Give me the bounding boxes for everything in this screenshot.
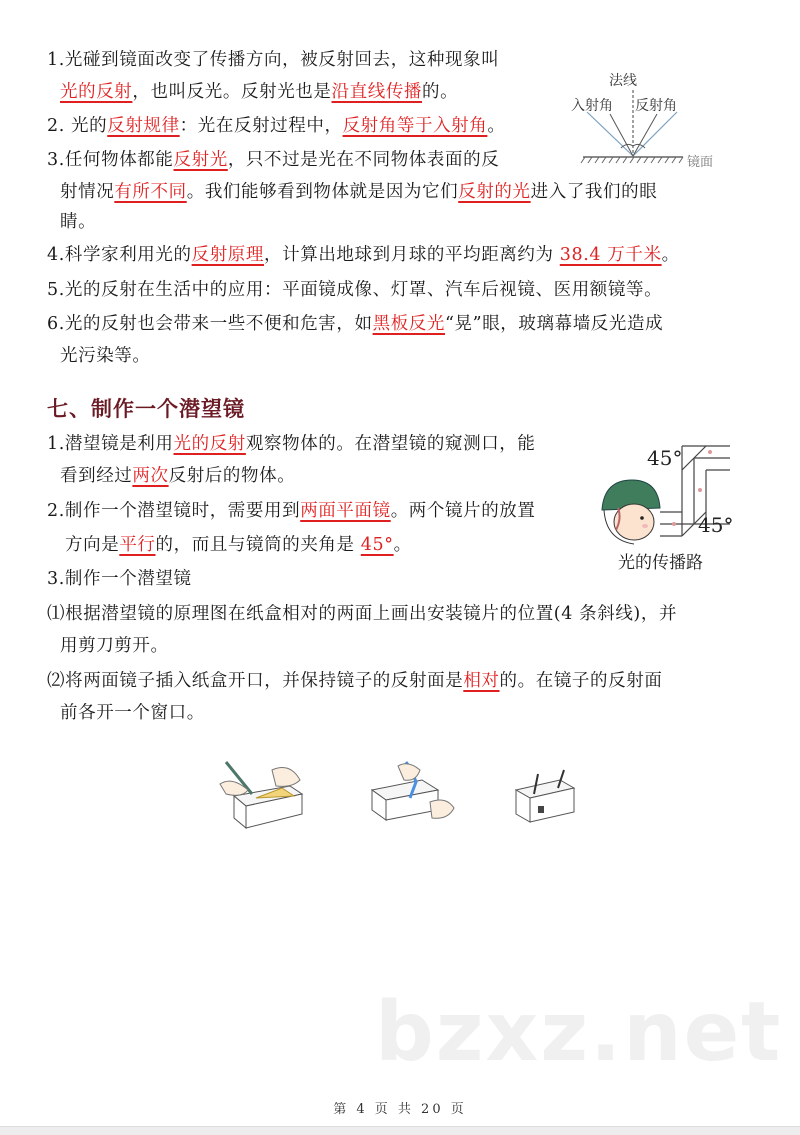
item-6-line-2 [60, 344, 151, 368]
reflect-angle-label: 反射角 [635, 98, 677, 114]
answer-blank: 平行 [119, 535, 156, 555]
text: 射情况 [60, 182, 115, 202]
text: ⑵将两面镜子插入纸盒开口，并保持镜子的反射面是 [47, 671, 464, 691]
s7-item-2-line-2 [65, 533, 412, 557]
answer-blank: 两面平面镜 [300, 501, 391, 521]
illustration-cutting [368, 760, 458, 830]
item-2-line-1 [47, 114, 506, 138]
item-1-line-2 [60, 80, 458, 104]
item-5-line-1 [47, 278, 662, 302]
text: 1.光碰到镜面改变了传播方向，被反射回去，这种现象叫 [47, 50, 500, 70]
reflection-diagram [565, 68, 755, 173]
s7-step-1-line-2 [60, 634, 169, 658]
text: 光污染等。 [60, 346, 151, 366]
text: 3.制作一个潜望镜 [47, 569, 192, 589]
answer-blank: 45° [360, 535, 394, 555]
answer-blank: 有所不同 [114, 182, 187, 202]
illustration-finished-box [512, 768, 582, 828]
watermark: bzxz.net [375, 985, 783, 1080]
text: 的，而且与镜筒的夹角是 [155, 535, 361, 555]
text: 6.光的反射也会带来一些不便和危害，如 [47, 314, 373, 334]
text: ，计算出地球到月球的平均距离约为 [264, 245, 560, 265]
text: ，也叫反光。反射光也是 [132, 82, 332, 102]
item-3-line-1 [47, 148, 499, 172]
text: 2.制作一个潜望镜时，需要用到 [47, 501, 301, 521]
answer-blank: 反射光 [173, 150, 228, 170]
s7-item-3-line-1 [47, 567, 192, 591]
figure-caption: 光的传播路 [618, 553, 703, 573]
item-1-line-1 [47, 48, 499, 72]
text: 2. 光的 [47, 116, 108, 136]
normal-label: 法线 [609, 73, 637, 89]
text: 方向是 [65, 535, 120, 555]
text: 进入了我们的眼 [530, 182, 658, 202]
answer-blank: 沿直线传播 [331, 82, 423, 102]
answer-blank: 反射规律 [107, 116, 180, 136]
text: 。 [393, 535, 412, 555]
text: ：光在反射过程中， [179, 116, 343, 136]
s7-item-1-line-1 [47, 432, 536, 456]
answer-blank: 反射的光 [458, 182, 531, 202]
text: 反射后的物体。 [168, 466, 296, 486]
text: 。两个镜片的放置 [390, 501, 536, 521]
text: 4.科学家利用光的 [47, 245, 192, 265]
answer-blank: 光的反射 [173, 434, 246, 454]
s7-item-2-line-1 [47, 499, 536, 523]
item-4-line-1 [47, 243, 680, 267]
text: 3.任何物体都能 [47, 150, 174, 170]
answer-blank: 反射角等于入射角 [342, 116, 488, 136]
text: ⑴根据潜望镜的原理图在纸盒相对的两面上画出安装镜片的位置(4 条斜线)，并 [47, 604, 678, 624]
text: 。 [487, 116, 506, 136]
answer-blank: 38.4 万千米 [559, 245, 662, 265]
item-3-line-3 [60, 210, 96, 234]
answer-blank: 相对 [463, 671, 500, 691]
angle-top-label: 45° [647, 446, 683, 470]
s7-step-2-line-1 [47, 669, 662, 693]
answer-blank: 两次 [132, 466, 169, 486]
mirror-label: 镜面 [687, 155, 714, 170]
illustration-drawing-lines [212, 758, 312, 830]
text: 。我们能够看到物体就是因为它们 [186, 182, 459, 202]
answer-blank: 光的反射 [60, 82, 133, 102]
item-3-line-2 [60, 180, 657, 204]
page-number: 第 4 页 共 20 页 [333, 1102, 467, 1117]
text: 的。在镜子的反射面 [499, 671, 663, 691]
item-6-line-1 [47, 312, 663, 336]
s7-step-1-line-1 [47, 602, 677, 626]
text: 的。 [422, 82, 459, 102]
text: 5.光的反射在生活中的应用：平面镜成像、灯罩、汽车后视镜、医用额镜等。 [47, 280, 663, 300]
s7-step-2-line-2 [60, 701, 205, 725]
text: “晃”眼，玻璃幕墙反光造成 [445, 314, 664, 334]
angle-bottom-label: 45° [698, 513, 734, 537]
periscope-diagram [600, 440, 760, 550]
incident-angle-label: 入射角 [571, 98, 613, 114]
text: ，只不过是光在不同物体表面的反 [227, 150, 500, 170]
text: 用剪刀剪开。 [60, 636, 169, 656]
answer-blank: 反射原理 [191, 245, 265, 265]
answer-blank: 黑板反光 [372, 314, 446, 334]
text: 。 [661, 245, 680, 265]
soldier-head-icon [602, 480, 660, 544]
section-heading: 七、制作一个潜望镜 [47, 397, 245, 421]
s7-item-1-line-2 [60, 464, 295, 488]
text: 1.潜望镜是利用 [47, 434, 174, 454]
text: 睛。 [60, 212, 97, 232]
text: 看到经过 [60, 466, 133, 486]
text: 观察物体的。在潜望镜的窥测口，能 [245, 434, 536, 454]
text: 前各开一个窗口。 [60, 703, 205, 723]
